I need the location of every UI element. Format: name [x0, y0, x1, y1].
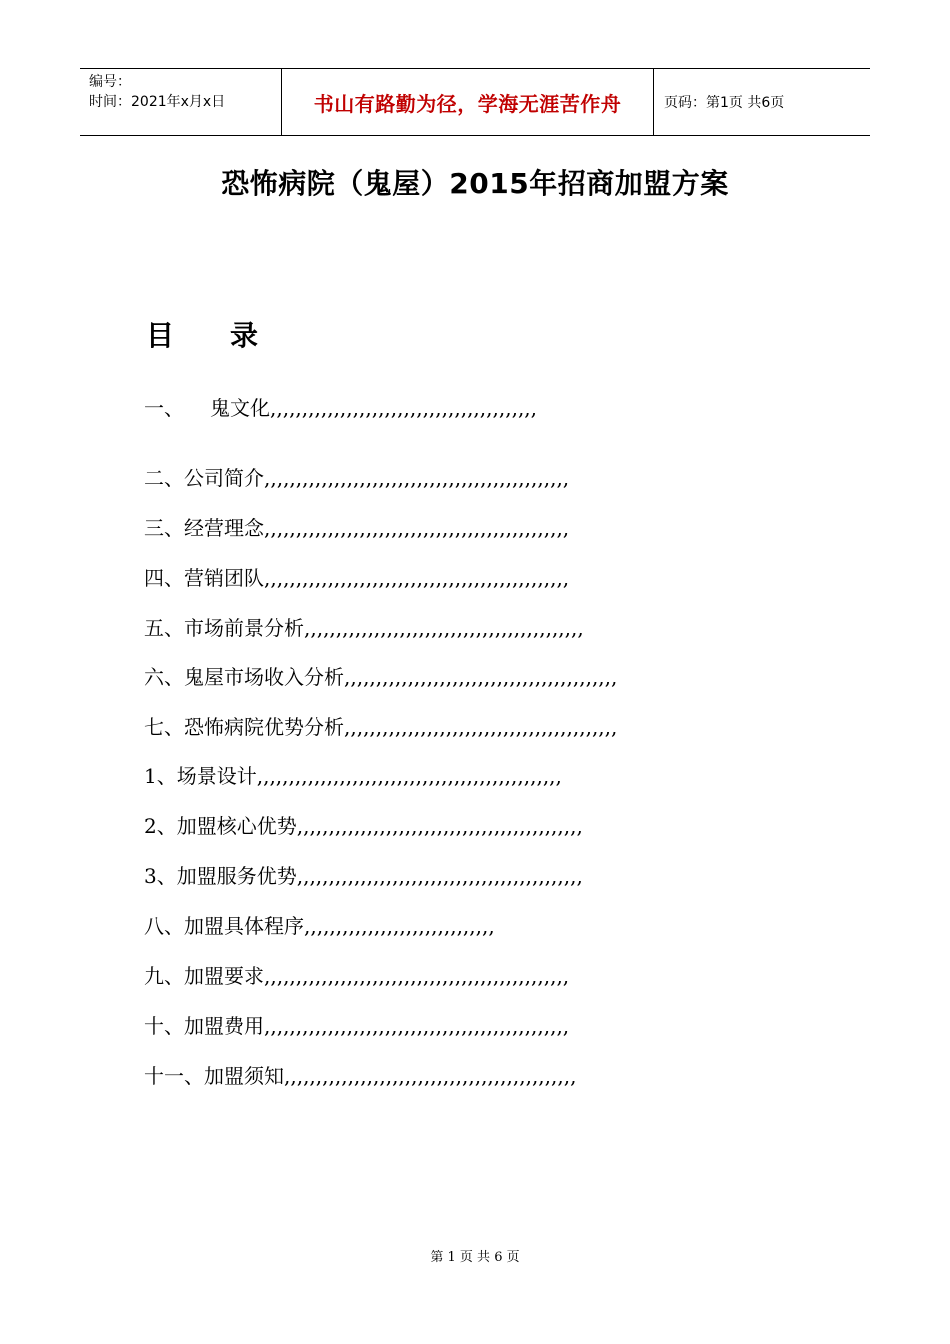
header-meta-cell — [80, 69, 282, 135]
toc-item[interactable] — [144, 862, 583, 890]
toc-item-number: 九、 — [144, 964, 184, 988]
toc-item-text: 恐怖病院优势分析,,,,,,,,,,,,,,,,,,,,,,,,,,,,,,,,,,,,,,,,,,, — [184, 715, 618, 739]
toc-item[interactable] — [144, 912, 495, 940]
page-footer: 第 1 页 共 6 页 — [430, 1250, 520, 1265]
toc-item-number: 3、 — [144, 864, 177, 888]
toc-item-text: 鬼文化,,,,,,,,,,,,,,,,,,,,,,,,,,,,,,,,,,,,,,,,,, — [210, 396, 538, 420]
toc-item-number: 六、 — [144, 665, 184, 689]
toc-item-number: 十、 — [144, 1014, 184, 1038]
toc-item-number: 八、 — [144, 914, 184, 938]
toc-item-number: 三、 — [144, 516, 184, 540]
toc-item[interactable] — [144, 713, 617, 741]
toc-item-number: 2、 — [144, 814, 177, 838]
toc-item-text: 加盟核心优势,,,,,,,,,,,,,,,,,,,,,,,,,,,,,,,,,,,,,,,,,,,,, — [176, 814, 583, 838]
header-page-info: 页码：第1页 共6页 — [664, 95, 785, 111]
toc-item-number: 七、 — [144, 715, 184, 739]
toc-item-number: 1、 — [144, 764, 177, 788]
toc-item-text: 加盟要求,,,,,,,,,,,,,,,,,,,,,,,,,,,,,,,,,,,,,,,,,,,,,,,, — [184, 964, 570, 988]
toc-item-text: 市场前景分析,,,,,,,,,,,,,,,,,,,,,,,,,,,,,,,,,,,,,,,,,,,, — [184, 616, 584, 640]
toc-item-text: 加盟须知,,,,,,,,,,,,,,,,,,,,,,,,,,,,,,,,,,,,,,,,,,,,,, — [204, 1064, 577, 1088]
toc-item[interactable] — [144, 394, 537, 422]
toc-item-number: 五、 — [144, 616, 184, 640]
toc-item-text: 经营理念,,,,,,,,,,,,,,,,,,,,,,,,,,,,,,,,,,,,,,,,,,,,,,,, — [184, 516, 570, 540]
toc-item-number: 十一、 — [144, 1064, 204, 1088]
toc-item-text: 加盟具体程序,,,,,,,,,,,,,,,,,,,,,,,,,,,,,, — [184, 914, 495, 938]
toc-item[interactable] — [144, 762, 562, 790]
toc-item-text: 场景设计,,,,,,,,,,,,,,,,,,,,,,,,,,,,,,,,,,,,,,,,,,,,,,,, — [176, 764, 562, 788]
toc-item-text: 鬼屋市场收入分析,,,,,,,,,,,,,,,,,,,,,,,,,,,,,,,,,,,,,,,,,,, — [184, 665, 618, 689]
toc-item-number: 二、 — [144, 466, 184, 490]
toc-item[interactable] — [144, 1062, 576, 1090]
toc-heading-char-2: 录 — [230, 319, 259, 352]
toc-item-text: 加盟费用,,,,,,,,,,,,,,,,,,,,,,,,,,,,,,,,,,,,,,,,,,,,,,,, — [184, 1014, 570, 1038]
toc-item[interactable] — [144, 514, 569, 542]
toc-item-text: 公司简介,,,,,,,,,,,,,,,,,,,,,,,,,,,,,,,,,,,,,,,,,,,,,,,, — [184, 466, 570, 490]
toc-item[interactable] — [144, 1012, 569, 1040]
toc-item-number: 一、 — [144, 396, 184, 420]
document-title: 恐怖病院（鬼屋）2015年招商加盟方案 — [221, 167, 729, 200]
header-number-label: 编号： — [89, 74, 131, 90]
toc-item[interactable] — [144, 564, 569, 592]
header-date-label: 时间：2021年x月x日 — [89, 94, 226, 110]
toc-item-text: 加盟服务优势,,,,,,,,,,,,,,,,,,,,,,,,,,,,,,,,,,,,,,,,,,,,, — [176, 864, 583, 888]
toc-item[interactable] — [144, 464, 569, 492]
toc-item[interactable] — [144, 663, 617, 691]
header-table — [80, 68, 870, 136]
toc-heading-char-1: 目 — [146, 319, 175, 352]
toc-item[interactable] — [144, 812, 583, 840]
toc-heading — [146, 314, 258, 354]
toc-item-number: 四、 — [144, 566, 184, 590]
toc-item[interactable] — [144, 962, 569, 990]
toc-item[interactable] — [144, 614, 584, 642]
toc-item-text: 营销团队,,,,,,,,,,,,,,,,,,,,,,,,,,,,,,,,,,,,,,,,,,,,,,,, — [184, 566, 570, 590]
header-motto: 书山有路勤为径，学海无涯苦作舟 — [282, 69, 654, 135]
